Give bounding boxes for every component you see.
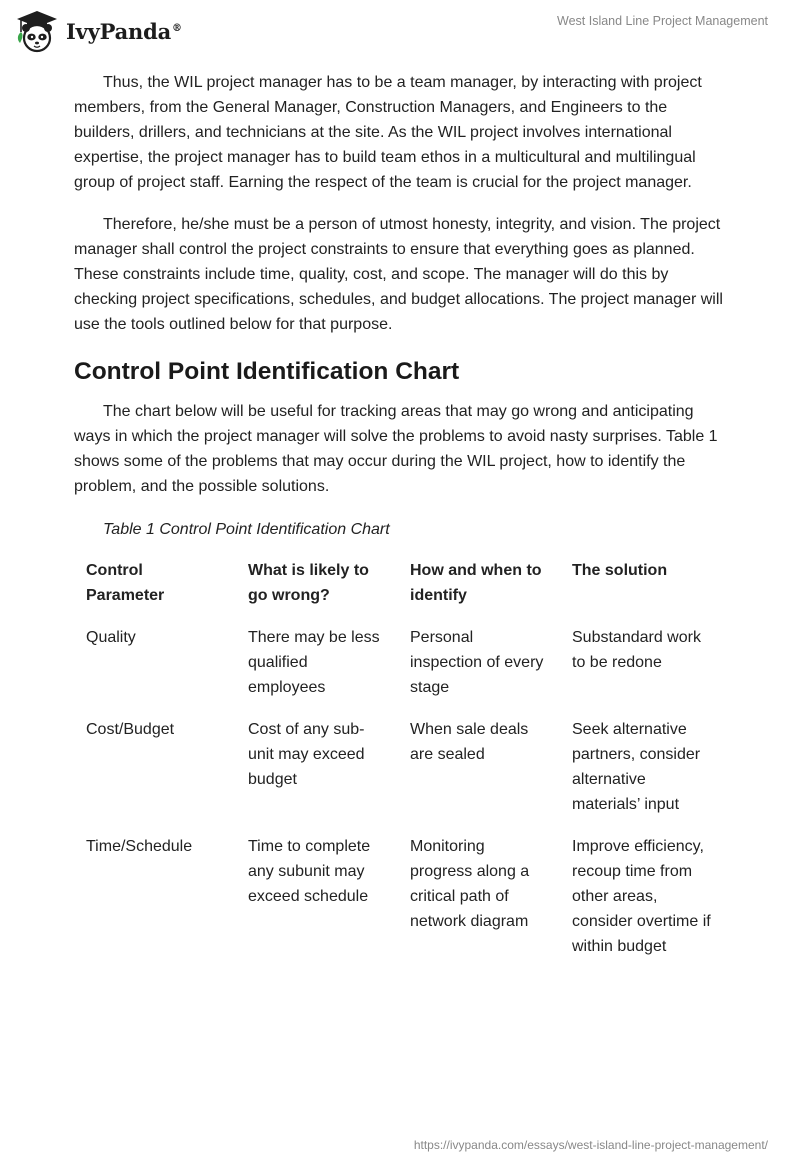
table-cell: Substandard work to be redone bbox=[572, 629, 701, 671]
table-cell: Cost/Budget bbox=[86, 721, 175, 738]
brand-name: IvyPanda® bbox=[66, 18, 182, 44]
table-header-cell: How and when to identify bbox=[410, 562, 542, 604]
table-row bbox=[74, 618, 724, 710]
table-cell: Seek alternative partners, consider alternative materials’ input bbox=[572, 721, 701, 813]
table-header-cell: Control Parameter bbox=[86, 562, 165, 604]
logo[interactable] bbox=[14, 8, 182, 54]
source-url[interactable]: https://ivypanda.com/essays/west-island-line-project-management/ bbox=[413, 1138, 768, 1152]
article-body bbox=[74, 70, 724, 969]
table-cell: Personal inspection of every stage bbox=[410, 629, 544, 696]
table-cell: Improve efficiency, recoup time from other areas, consider overtime if within budget bbox=[572, 838, 711, 955]
table-cell: Time to complete any subunit may exceed schedule bbox=[248, 838, 371, 905]
section-heading: Control Point Identification Chart bbox=[74, 358, 460, 385]
table-cell: Monitoring progress along a critical path of network diagram bbox=[410, 838, 530, 930]
table-header-row bbox=[74, 551, 724, 618]
paragraph: Thus, the WIL project manager has to be a team manager, by interacting with project members, from the General Manager, Construction Managers, and Engineers to the builders, drillers, and technicians at the site. As the WIL project involves international expertise, the project manager has to build team ethos in a multicultural and multilingual group of project staff. Earning the respect of the team is crucial for the project manager. bbox=[74, 74, 702, 191]
control-point-table bbox=[74, 551, 724, 969]
table-caption: Table 1 Control Point Identification Chart bbox=[103, 521, 390, 538]
panda-graduate-icon bbox=[14, 8, 60, 54]
table-cell: Cost of any sub-unit may exceed budget bbox=[248, 721, 365, 788]
page-header bbox=[0, 0, 800, 62]
table-header-cell: What is likely to go wrong? bbox=[248, 562, 369, 604]
table-cell: There may be less qualified employees bbox=[248, 629, 380, 696]
table-cell: Time/Schedule bbox=[86, 838, 193, 855]
document-title: West Island Line Project Management bbox=[557, 14, 768, 28]
table-cell: When sale deals are sealed bbox=[410, 721, 529, 763]
intro-paragraph: The chart below will be useful for tracking areas that may go wrong and anticipating ways in which the project manager will solve the problems to avoid nasty surprises. Table 1 shows some of the problems that may occur during the WIL project, how to identify the problem, and the possible solutions. bbox=[74, 403, 718, 495]
paragraph: Therefore, he/she must be a person of utmost honesty, integrity, and vision. The project manager shall control the project constraints to ensure that everything goes as planned. These constraints include time, quality, cost, and scope. The manager will do this by checking project specifications, schedules, and budget allocations. The project manager will use the tools outlined below for that purpose. bbox=[74, 216, 723, 333]
table-cell: Quality bbox=[86, 629, 136, 646]
table-row bbox=[74, 827, 724, 969]
table-header-cell: The solution bbox=[572, 562, 668, 579]
table-row bbox=[74, 710, 724, 827]
